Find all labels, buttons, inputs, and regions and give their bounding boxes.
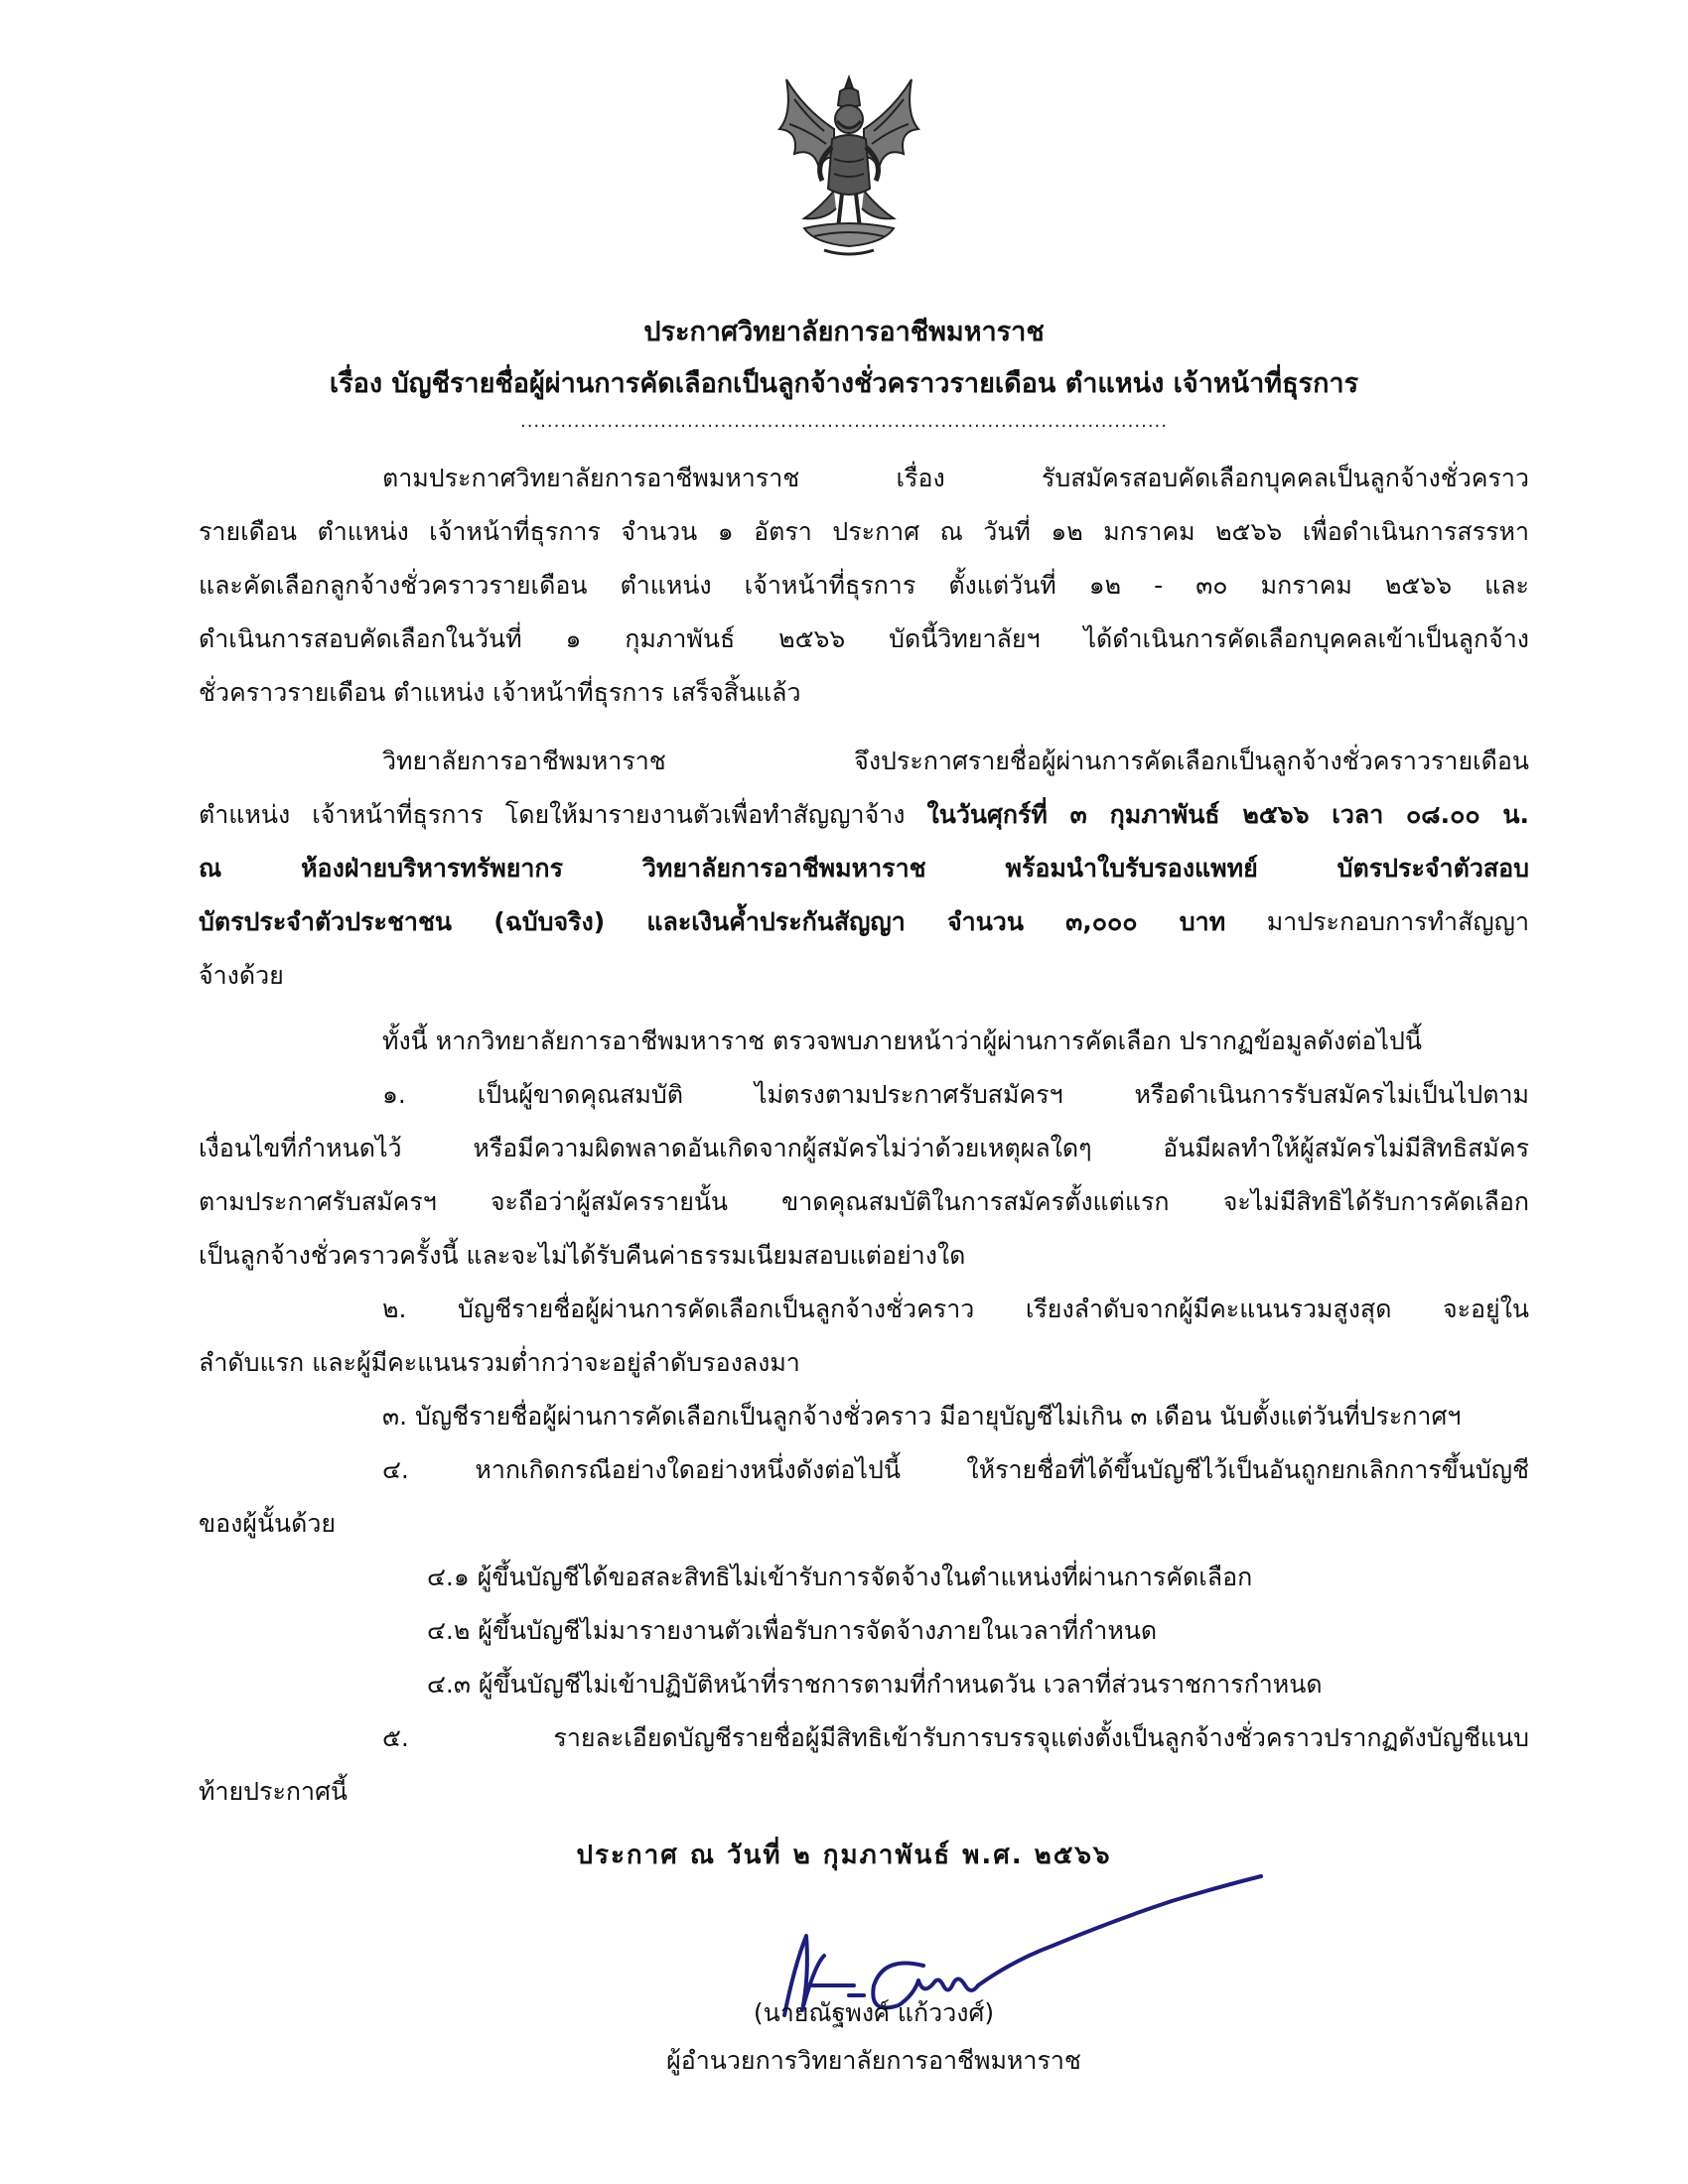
item2-line-1: ๒. บัญชีรายชื่อผู้ผ่านการคัดเลือกเป็นลูกจ้างชั่วคราว เรียงลำดับจากผู้มีคะแนนรวมสูงสุด จะอยู่ใน (382, 1295, 1529, 1323)
item1-line-3: ตามประกาศรับสมัครฯ จะถือว่าผู้สมัครรายนั้น ขาดคุณสมบัติในการสมัครตั้งแต่แรก จะไม่มีสิทธิได้รับการคัดเลือก (199, 1187, 1529, 1216)
item4-1: ๔.๑ ผู้ขึ้นบัญชีได้ขอสละสิทธิไม่เข้ารับการจัดจ้างในตำแหน่งที่ผ่านการคัดเลือก (427, 1563, 1253, 1591)
p1-line-4: ดำเนินการสอบคัดเลือกในวันที่ ๑ กุมภาพันธ์ ๒๕๖๖ บัดนี้วิทยาลัยฯ ได้ดำเนินการคัดเลือกบุคคลเข้าเป็นลูกจ้าง (199, 624, 1529, 653)
p1-line-5: ชั่วคราวรายเดือน ตำแหน่ง เจ้าหน้าที่ธุรการ เสร็จสิ้นแล้ว (199, 678, 801, 707)
item4-3: ๔.๓ ผู้ขึ้นบัญชีไม่เข้าปฏิบัติหน้าที่ราชการตามที่กำหนดวัน เวลาที่ส่วนราชการกำหนด (427, 1670, 1323, 1699)
title-divider: ................................................................................................. (519, 411, 1168, 432)
announcement-title: ประกาศวิทยาลัยการอาชีพมหาราช (643, 317, 1045, 347)
item4-line-1: ๔. หากเกิดกรณีอย่างใดอย่างหนึ่งดังต่อไปนี้ ให้รายชื่อที่ได้ขึ้นบัญชีไว้เป็นอันถูกยกเลิกการขึ้นบัญชี (382, 1455, 1529, 1484)
signatory-name: (นายณัฐพงศ์ แก้ววงศ์) (753, 1998, 995, 2027)
p2-line-2 (199, 798, 1529, 832)
item3: ๓. บัญชีรายชื่อผู้ผ่านการคัดเลือกเป็นลูกจ้างชั่วคราว มีอายุบัญชีไม่เกิน ๓ เดือน นับตั้งแต่วันที่ประกาศฯ (382, 1402, 1462, 1431)
p2-line-5: จ้างด้วย (199, 961, 284, 990)
p1-line-2: รายเดือน ตำแหน่ง เจ้าหน้าที่ธุรการ จำนวน ๑ อัตรา ประกาศ ณ วันที่ ๑๒ มกราคม ๒๕๖๖ เพื่อดำเนินการสรรหา (199, 517, 1529, 546)
item4-line-2: ของผู้นั้นด้วย (199, 1509, 337, 1538)
announcement-subject: เรื่อง บัญชีรายชื่อผู้ผ่านการคัดเลือกเป็นลูกจ้างชั่วคราวรายเดือน ตำแหน่ง เจ้าหน้าที่ธุรการ (329, 368, 1359, 399)
announce-date: ประกาศ ณ วันที่ ๒ กุมภาพันธ์ พ.ศ. ๒๕๖๖ (576, 1841, 1112, 1870)
p2-line-4-normal: มาประกอบการทำสัญญา (1225, 907, 1529, 936)
item4-2: ๔.๒ ผู้ขึ้นบัญชีไม่มารายงานตัวเพื่อรับการจัดจ้างภายในเวลาที่กำหนด (427, 1616, 1158, 1645)
item5-line-1: ๕. รายละเอียดบัญชีรายชื่อผู้มีสิทธิเข้ารับการบรรจุแต่งตั้งเป็นลูกจ้างชั่วคราวปรากฏดังบัญชีแนบ (382, 1723, 1529, 1752)
p2-line-4 (199, 905, 1529, 939)
p2-line-2-normal: ตำแหน่ง เจ้าหน้าที่ธุรการ โดยให้มารายงานตัวเพื่อทำสัญญาจ้าง (199, 800, 927, 829)
p1-line-1: ตามประกาศวิทยาลัยการอาชีพมหาราช เรื่อง รับสมัครสอบคัดเลือกบุคคลเป็นลูกจ้างชั่วคราว (382, 464, 1529, 492)
p2-line-4-bold: บัตรประจำตัวประชาชน (ฉบับจริง) และเงินค้ำประกันสัญญา จำนวน ๓,๐๐๐ บาท (199, 907, 1226, 936)
p2-line-2-bold: ในวันศุกร์ที่ ๓ กุมภาพันธ์ ๒๕๖๖ เวลา ๐๘.๐๐ น. (926, 800, 1530, 829)
item2-line-2: ลำดับแรก และผู้มีคะแนนรวมต่ำกว่าจะอยู่ลำดับรองลงมา (199, 1348, 800, 1377)
item1-line-2: เงื่อนไขที่กำหนดไว้ หรือมีความผิดพลาดอันเกิดจากผู้สมัครไม่ว่าด้วยเหตุผลใดๆ อันมีผลทำให้ผู้สมัครไม่มีสิทธิสมัคร (199, 1134, 1529, 1162)
garuda-emblem-icon (765, 69, 933, 258)
p1-line-3: และคัดเลือกลูกจ้างชั่วคราวรายเดือน ตำแหน่ง เจ้าหน้าที่ธุรการ ตั้งแต่วันที่ ๑๒ - ๓๐ มกราคม ๒๕๖๖ และ (199, 571, 1529, 600)
p3-intro: ทั้งนี้ หากวิทยาลัยการอาชีพมหาราช ตรวจพบภายหน้าว่าผู้ผ่านการคัดเลือก ปรากฏข้อมูลดังต่อไปนี้ (382, 1026, 1422, 1055)
p2-line-1: วิทยาลัยการอาชีพมหาราช จึงประกาศรายชื่อผู้ผ่านการคัดเลือกเป็นลูกจ้างชั่วคราวรายเดือน (382, 747, 1529, 775)
item1-line-1: ๑. เป็นผู้ขาดคุณสมบัติ ไม่ตรงตามประกาศรับสมัครฯ หรือดำเนินการรับสมัครไม่เป็นไปตาม (382, 1080, 1529, 1109)
item1-line-4: เป็นลูกจ้างชั่วคราวครั้งนี้ และจะไม่ได้รับคืนค่าธรรมเนียมสอบแต่อย่างใด (199, 1241, 966, 1270)
signatory-position: ผู้อำนวยการวิทยาลัยการอาชีพมหาราช (666, 2046, 1081, 2075)
item5-line-2: ท้ายประกาศนี้ (199, 1777, 349, 1806)
p2-line-3: ณ ห้องฝ่ายบริหารทรัพยากร วิทยาลัยการอาชีพมหาราช พร้อมนำใบรับรองแพทย์ บัตรประจำตัวสอบ (199, 854, 1529, 883)
